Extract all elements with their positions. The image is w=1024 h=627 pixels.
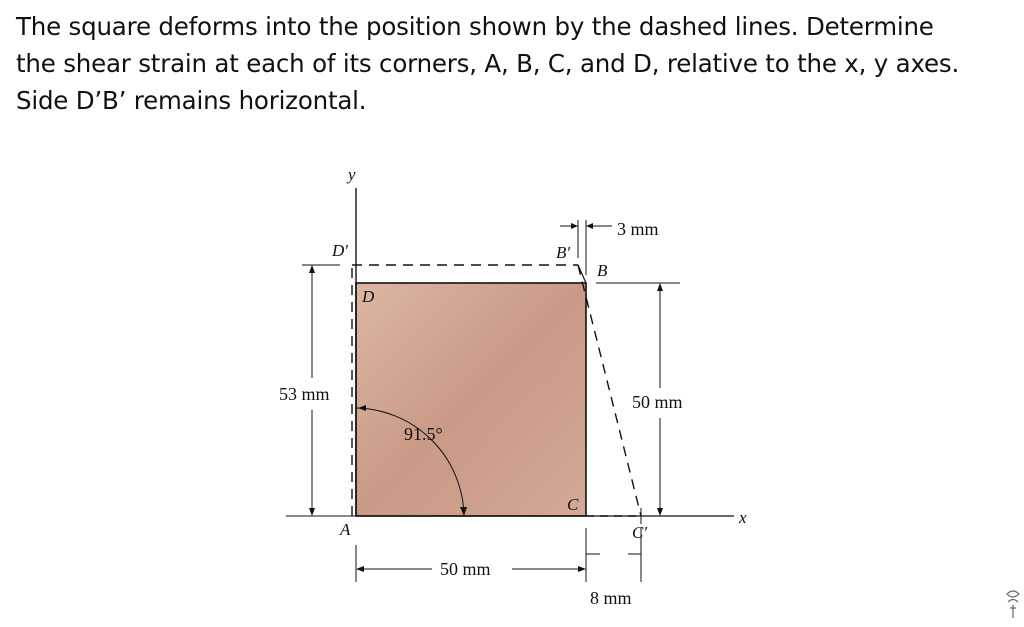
arrowhead <box>657 283 663 291</box>
arrowhead <box>586 223 593 229</box>
dim-label-53mm: 53 mm <box>279 384 330 404</box>
arrowhead <box>309 508 315 516</box>
publisher-logo-icon <box>1004 588 1022 627</box>
problem-line-1: The square deforms into the position shown by the dashed lines. Determine <box>16 12 934 41</box>
dashed-right-edge <box>578 265 641 516</box>
dashed-b-corner <box>578 265 586 283</box>
undeformed-square <box>356 283 586 516</box>
arrowhead <box>356 566 364 572</box>
label-b-prime: B′ <box>556 243 571 262</box>
dim-label-3mm: 3 mm <box>617 219 659 239</box>
label-d-prime: D′ <box>332 241 348 260</box>
label-c-prime: C′ <box>632 523 648 542</box>
arrowhead <box>309 265 315 273</box>
problem-line-3: Side D’B’ remains horizontal. <box>16 86 367 115</box>
arrowhead <box>571 223 578 229</box>
dim-label-50mm-bottom: 50 mm <box>440 559 491 579</box>
angle-label: 91.5° <box>404 424 443 444</box>
arrowhead <box>657 508 663 516</box>
arrowhead <box>578 566 586 572</box>
y-axis-label: y <box>348 165 356 184</box>
dim-label-8mm: 8 mm <box>590 588 632 608</box>
problem-line-2: the shear strain at each of its corners, A, B, C, and D, relative to the x, y axes. <box>16 49 960 78</box>
label-a: A <box>340 520 351 539</box>
label-d: D <box>362 287 375 306</box>
x-axis-label: x <box>739 508 747 527</box>
label-b: B <box>597 261 608 280</box>
dim-label-50mm-right: 50 mm <box>632 392 683 412</box>
label-c: C <box>567 495 579 514</box>
